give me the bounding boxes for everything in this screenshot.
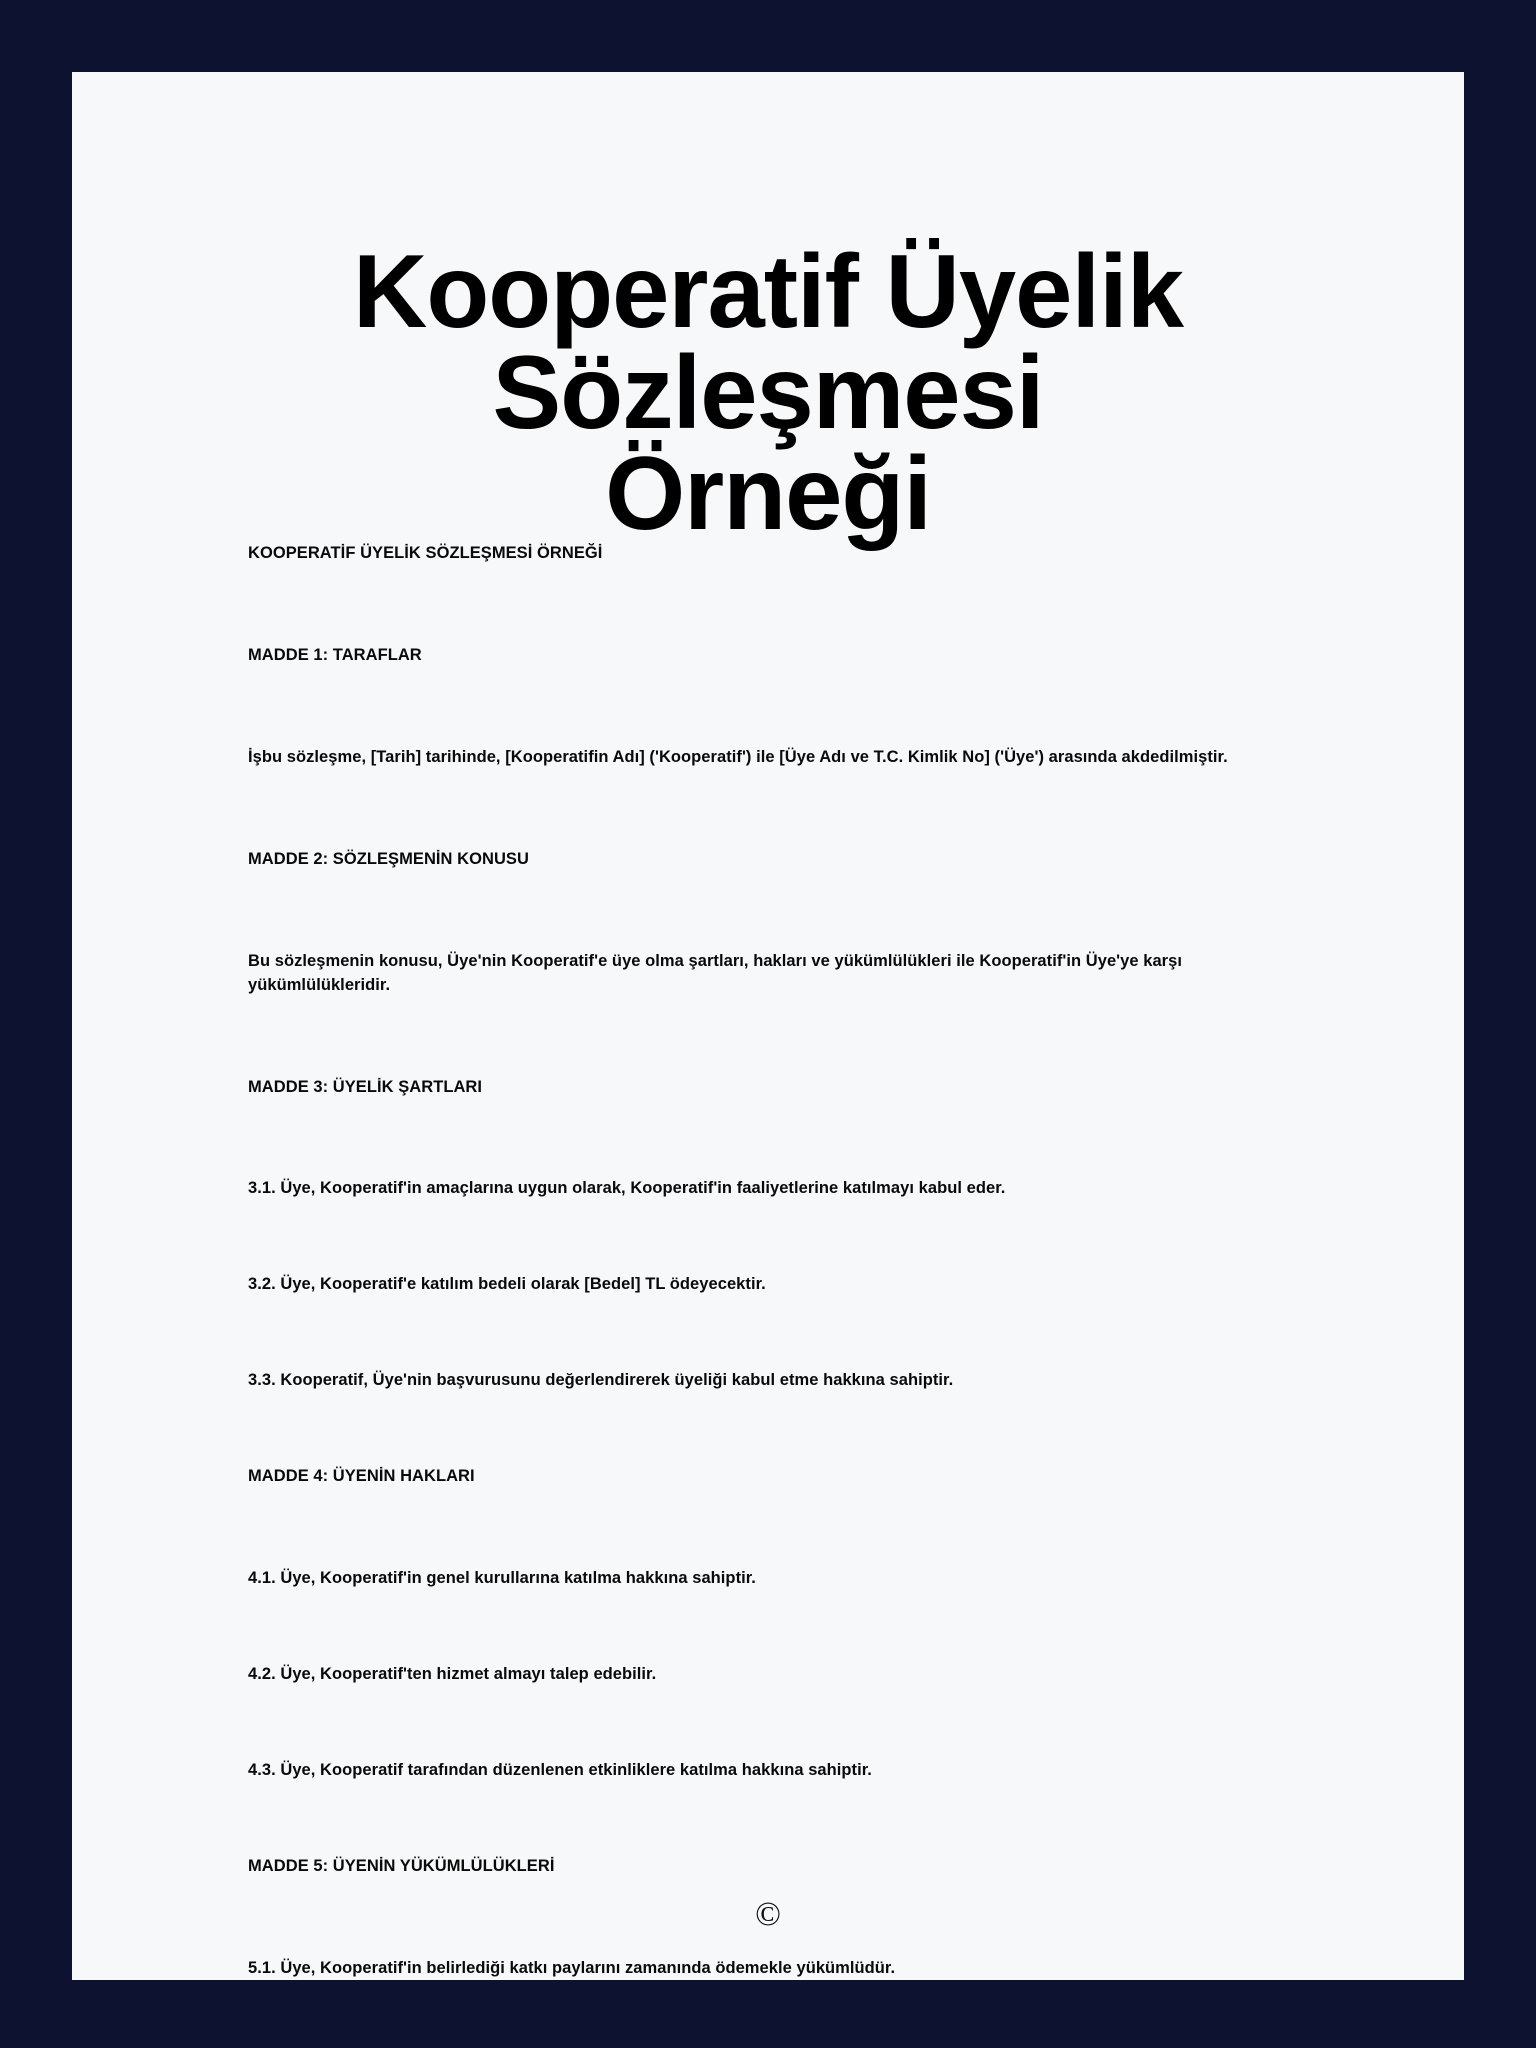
clause-4-3: 4.3. Üye, Kooperatif tarafından düzenlenen etkinliklere katılma hakkına sahiptir. bbox=[248, 1760, 872, 1779]
page-title bbox=[72, 234, 1464, 552]
clause-3-2: 3.2. Üye, Kooperatif'e katılım bedeli olarak [Bedel] TL ödeyecektir. bbox=[248, 1275, 766, 1294]
clause-3-3: 3.3. Kooperatif, Üye'nin başvurusunu değerlendirerek üyeliği kabul etme hakkına sahiptir. bbox=[248, 1371, 954, 1390]
document-body bbox=[248, 542, 1288, 1980]
page-title-line-1: Kooperatif Üyelik Sözleşmesi bbox=[353, 234, 1183, 451]
document-heading: KOOPERATİF ÜYELİK SÖZLEŞMESİ ÖRNEĞİ bbox=[248, 544, 603, 562]
section-heading-madde-2: MADDE 2: SÖZLEŞMENİN KONUSU bbox=[248, 849, 529, 868]
clause-4-1: 4.1. Üye, Kooperatif'in genel kurullarına katılma hakkına sahiptir. bbox=[248, 1569, 756, 1588]
paragraph-madde-2: Bu sözleşmenin konusu, Üye'nin Kooperatif'e üye olma şartları, hakları ve yükümlülükleri ile Kooperatif'in Üye'ye karşı yükümlülükleridir. bbox=[248, 951, 1183, 994]
section-heading-madde-3: MADDE 3: ÜYELİK ŞARTLARI bbox=[248, 1077, 483, 1096]
section-heading-madde-1: MADDE 1: TARAFLAR bbox=[248, 645, 422, 664]
clause-4-2: 4.2. Üye, Kooperatif'ten hizmet almayı talep edebilir. bbox=[248, 1665, 657, 1684]
copyright-icon: © bbox=[755, 1896, 781, 1933]
document-page bbox=[72, 72, 1464, 1980]
clause-5-1: 5.1. Üye, Kooperatif'in belirlediği katkı paylarını zamanında ödemekle yükümlüdür. bbox=[248, 1958, 896, 1977]
section-heading-madde-4: MADDE 4: ÜYENİN HAKLARI bbox=[248, 1467, 475, 1486]
page-title-line-2: Örneği bbox=[605, 435, 931, 552]
clause-3-1: 3.1. Üye, Kooperatif'in amaçlarına uygun olarak, Kooperatif'in faaliyetlerine katılmayı kabul eder. bbox=[248, 1179, 1006, 1198]
section-heading-madde-5: MADDE 5: ÜYENİN YÜKÜMLÜLÜKLERİ bbox=[248, 1856, 555, 1875]
page-footer bbox=[72, 1898, 1464, 1932]
paragraph-madde-1: İşbu sözleşme, [Tarih] tarihinde, [Kooperatifin Adı] ('Kooperatif') ile [Üye Adı ve T.C. Kimlik No] ('Üye') arasında akdedilmiştir. bbox=[248, 747, 1228, 766]
